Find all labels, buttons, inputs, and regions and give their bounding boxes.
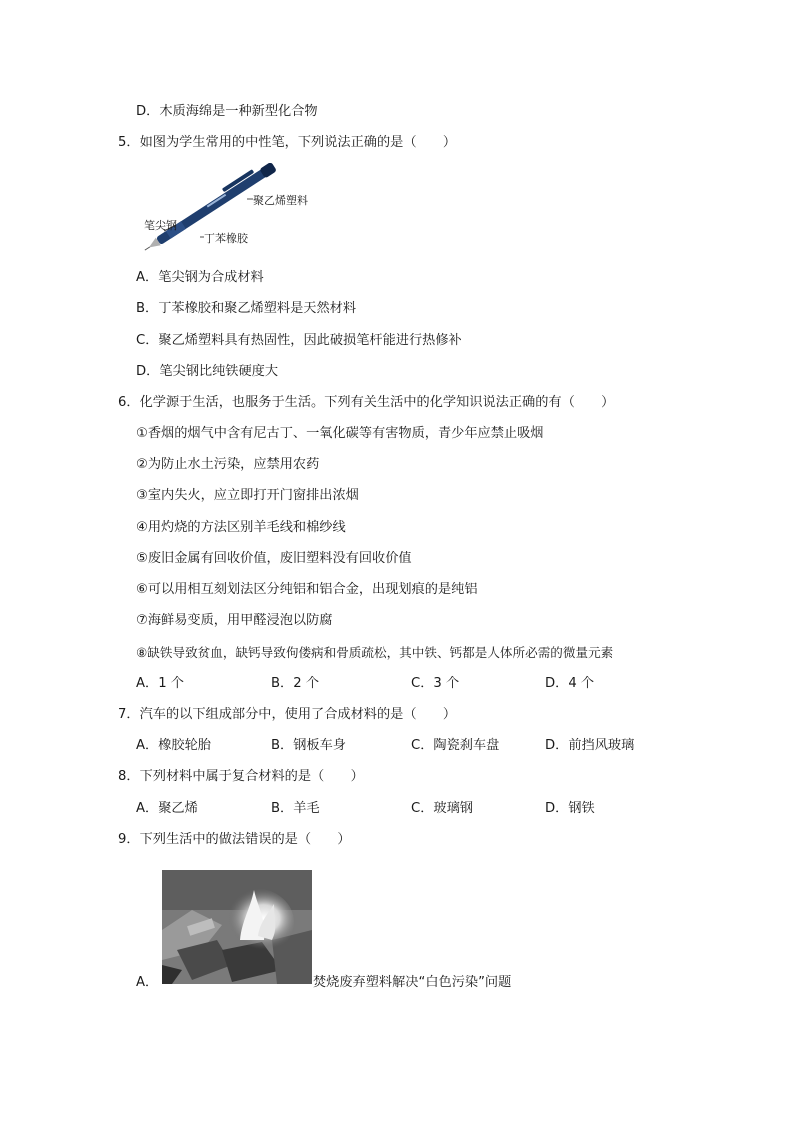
q6-item-7: ⑦海鲜易变质，用甲醛浸泡以防腐 bbox=[136, 613, 333, 628]
burning-plastic-photo bbox=[162, 870, 312, 984]
q6-stem: 6．化学源于生活，也服务于生活。下列有关生活中的化学知识说法正确的有（ ） bbox=[118, 395, 615, 410]
q6-option-a: A．1 个 bbox=[136, 676, 184, 691]
q5-option-c: C．聚乙烯塑料具有热固性，因此破损笔杆能进行热修补 bbox=[136, 333, 462, 348]
q7-stem: 7．汽车的以下组成部分中，使用了合成材料的是（ ） bbox=[118, 707, 457, 722]
q6-item-4: ④用灼烧的方法区别羊毛线和棉纱线 bbox=[136, 520, 346, 535]
q5-stem: 5．如图为学生常用的中性笔，下列说法正确的是（ ） bbox=[118, 135, 457, 150]
q8-option-b: B．羊毛 bbox=[271, 801, 320, 816]
q5-option-a: A．笔尖钢为合成材料 bbox=[136, 270, 264, 285]
q9-option-a-text: 焚烧废弃塑料解决“白色污染”问题 bbox=[313, 975, 512, 990]
q6-option-b: B．2 个 bbox=[271, 676, 320, 691]
q8-option-a: A．聚乙烯 bbox=[136, 801, 198, 816]
q7-option-d: D．前挡风玻璃 bbox=[545, 738, 635, 753]
pen-label-shell: 聚乙烯塑料 bbox=[253, 194, 308, 207]
q5-option-d: D．笔尖钢比纯铁硬度大 bbox=[136, 364, 279, 379]
q7-option-a: A．橡胶轮胎 bbox=[136, 738, 211, 753]
q6-item-1: ①香烟的烟气中含有尼古丁、一氧化碳等有害物质，青少年应禁止吸烟 bbox=[136, 426, 544, 441]
q8-stem: 8．下列材料中属于复合材料的是（ ） bbox=[118, 769, 364, 784]
q5-option-b: B．丁苯橡胶和聚乙烯塑料是天然材料 bbox=[136, 301, 357, 316]
q8-option-c: C．玻璃钢 bbox=[411, 801, 473, 816]
pen-label-grip: 丁苯橡胶 bbox=[204, 232, 248, 245]
pen-label-tip: 笔尖钢 bbox=[144, 219, 177, 232]
q6-item-5: ⑤废旧金属有回收价值，废旧塑料没有回收价值 bbox=[136, 551, 412, 566]
q9-option-a-letter: A． bbox=[136, 975, 159, 990]
q9-stem: 9．下列生活中的做法错误的是（ ） bbox=[118, 832, 351, 847]
q8-option-d: D．钢铁 bbox=[545, 801, 595, 816]
q6-option-c: C．3 个 bbox=[411, 676, 460, 691]
q6-item-2: ②为防止水土污染，应禁用农药 bbox=[136, 457, 320, 472]
q7-option-b: B．钢板车身 bbox=[271, 738, 346, 753]
q4-option-d: D．木质海绵是一种新型化合物 bbox=[136, 104, 318, 119]
q6-item-3: ③室内失火，应立即打开门窗排出浓烟 bbox=[136, 488, 359, 503]
q6-item-8: ⑧缺铁导致贫血，缺钙导致佝偻病和骨质疏松，其中铁、钙都是人体所必需的微量元素 bbox=[136, 645, 614, 660]
q7-option-c: C．陶瓷刹车盘 bbox=[411, 738, 500, 753]
q6-option-d: D．4 个 bbox=[545, 676, 595, 691]
q6-item-6: ⑥可以用相互刻划法区分纯铝和铝合金，出现划痕的是纯铝 bbox=[136, 582, 478, 597]
